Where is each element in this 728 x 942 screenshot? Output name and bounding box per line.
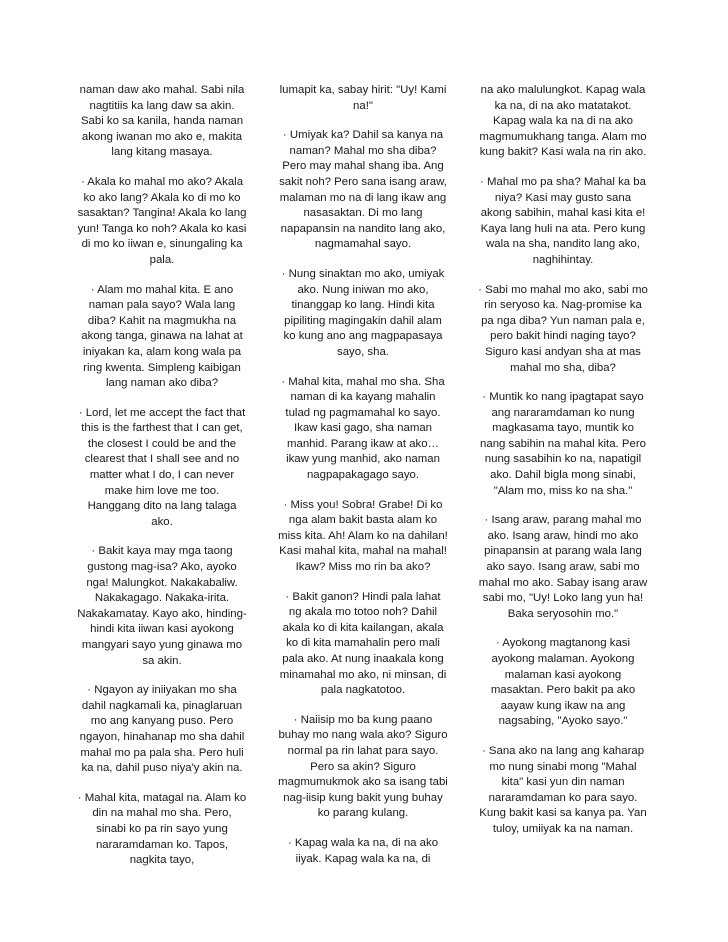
paragraph: · Nung sinaktan mo ako, umiyak ako. Nung iniwan mo ako, tinanggap ko lang. Hindi kita pipiliting magingakin dahil alam ko kung ano ang magpapasaya sayo, sha. [281,267,445,358]
paragraph: · Umiyak ka? Dahil sa kanya na naman? Mahal mo sha diba? Pero may mahal shang iba. Ang sakit noh? Pero sana isang araw, malaman mo na di lang ikaw ang nasasaktan. Di mo lang napapansin na nandito lang ako, nagmamahal sayo. [279,129,447,251]
paragraph: · Ngayon ay iniiyakan mo sha dahil nagkamali ka, pinaglaruan mo ang kanyang puso. Pero ngayon, hinahanap mo sha dahil mahal mo pa pala sha. Pero huli ka na, dahil puso niya'y akin na. [79,684,245,775]
paragraph: · Muntik ko nang ipagtapat sayo ang nararamdaman ko nung magkasama tayo, muntik ko nang sabihin na mahal kita. Pero nung sasabihin ko na, napatigil ako. Dahil bigla mong sinabi, "Alam mo, miss ko na sha." [480,391,646,497]
paragraph: · Mahal kita, mahal mo sha. Sha naman di ka kayang mahalin tulad ng pagmamahal ko sayo. Ikaw kasi gago, sha naman manhid. Parang ikaw at ako… ikaw yung manhid, ako naman nagpapakagago sayo. [281,375,445,482]
paragraph: lumapit ka, sabay hirit: "Uy! Kami na!" [279,84,447,112]
paragraph: · Ayokong magtanong kasi ayokong malaman. Ayokong malaman kasi ayokong masaktan. Pero bakit pa ako aayaw kung ikaw na ang nagsabing, "Ayoko sayo." [490,637,636,728]
text-column-right [478,83,648,838]
paragraph: · Alam mo mahal kita. E ano naman pala sayo? Wala lang diba? Kahit na magmukha na akong tanga, ginawa na lahat at iniyakan ka, alam kong wala pa ring kwenta. Simpleng kaibigan lang naman ako diba? [81,283,243,390]
paragraph: · Sana ako na lang ang kaharap mo nung sinabi mong "Mahal kita" kasi yun din naman nararamdaman ko para sayo. Kung bakit kasi sa kanya pa. Yan tuloy, umiiyak ka na naman. [479,744,647,835]
text-column-left [77,83,247,869]
paragraph: · Sabi mo mahal mo ako, sabi mo rin seryoso ka. Nag-promise ka pa nga diba? Yun naman pala e, pero bakit hindi naging tayo? Siguro kasi andyan sha at mas mahal mo sha, diba? [478,283,648,374]
paragraph: · Akala ko mahal mo ako? Akala ko ako lang? Akala ko di mo ko sasaktan? Tangina! Akala ko lang yun! Tanga ko noh? Akala ko kasi di mo ko iiwan e, sinungaling ka pala. [77,175,247,266]
paragraph: · Kapag wala ka na, di na ako iiyak. Kapag wala ka na, di [287,836,439,865]
paragraph: na ako malulungkot. Kapag wala ka na, di na ako matatakot. Kapag wala ka na di na ako magmumukhang tanga. Alam mo kung bakit? Kasi wala na rin ako. [479,84,647,159]
text-column-middle [278,83,448,867]
paragraph: · Mahal mo pa sha? Mahal ka ba niya? Kasi may gusto sana akong sabihin, mahal kasi kita e! Kaya lang huli na ata. Pero kung wala na sha, nandito lang ako, naghihintay. [480,175,646,266]
paragraph: · Bakit ganon? Hindi pala lahat ng akala mo totoo noh? Dahil akala ko di kita kailangan, akala ko di kita mamahalin pero mali pala ako. At nung inaakala kong minamahal mo ako, ni minsan, di pala nagkatotoo. [279,590,447,697]
paragraph: · Lord, let me accept the fact that this is the farthest that I can get, the closest I could be and the clearest that I shall see and no matter what I do, I can never make him love me too. Hanggang dito na lang talaga ako. [78,406,246,528]
paragraph: · Mahal kita, matagal na. Alam ko din na mahal mo sha. Pero, sinabi ko pa rin sayo yung nararamdaman ko. Tapos, nagkita tayo, [77,791,247,867]
paragraph: · Isang araw, parang mahal mo ako. Isang araw, hindi mo ako pinapansin at parang wala lang ako sayo. Isang araw, sabi mo mahal mo ako. Sabay isang araw sabi mo, "Uy! Loko lang yun ha! Baka seryosohin mo." [478,514,648,620]
paragraph: · Miss you! Sobra! Grabe! Di ko nga alam bakit basta alam ko miss kita. Ah! Alam ko na dahilan! Kasi mahal kita, mahal na mahal! Ikaw? Miss mo rin ba ako? [278,498,448,574]
paragraph: · Naiisip mo ba kung paano buhay mo nang wala ako? Siguro normal pa rin lahat para sayo. Pero sa akin? Siguro magmumukmok ako sa isang tabi nag-iisip kung bakit yung buhay ko parang kulang. [278,713,448,820]
paragraph: · Bakit kaya may mga taong gustong mag-isa? Ako, ayoko nga! Malungkot. Nakakabaliw. Nakakagago. Nakaka-irita. Nakakamatay. Kayo ako, hinding-hindi kita iiwan kasi ayokong mangyari sayo yung ginawa mo sa akin. [77,545,247,667]
paragraph: naman daw ako mahal. Sabi nila nagtitiis ka lang daw sa akin. Sabi ko sa kanila, handa naman akong iwanan mo ako e, makita lang kitang masaya. [79,84,245,159]
